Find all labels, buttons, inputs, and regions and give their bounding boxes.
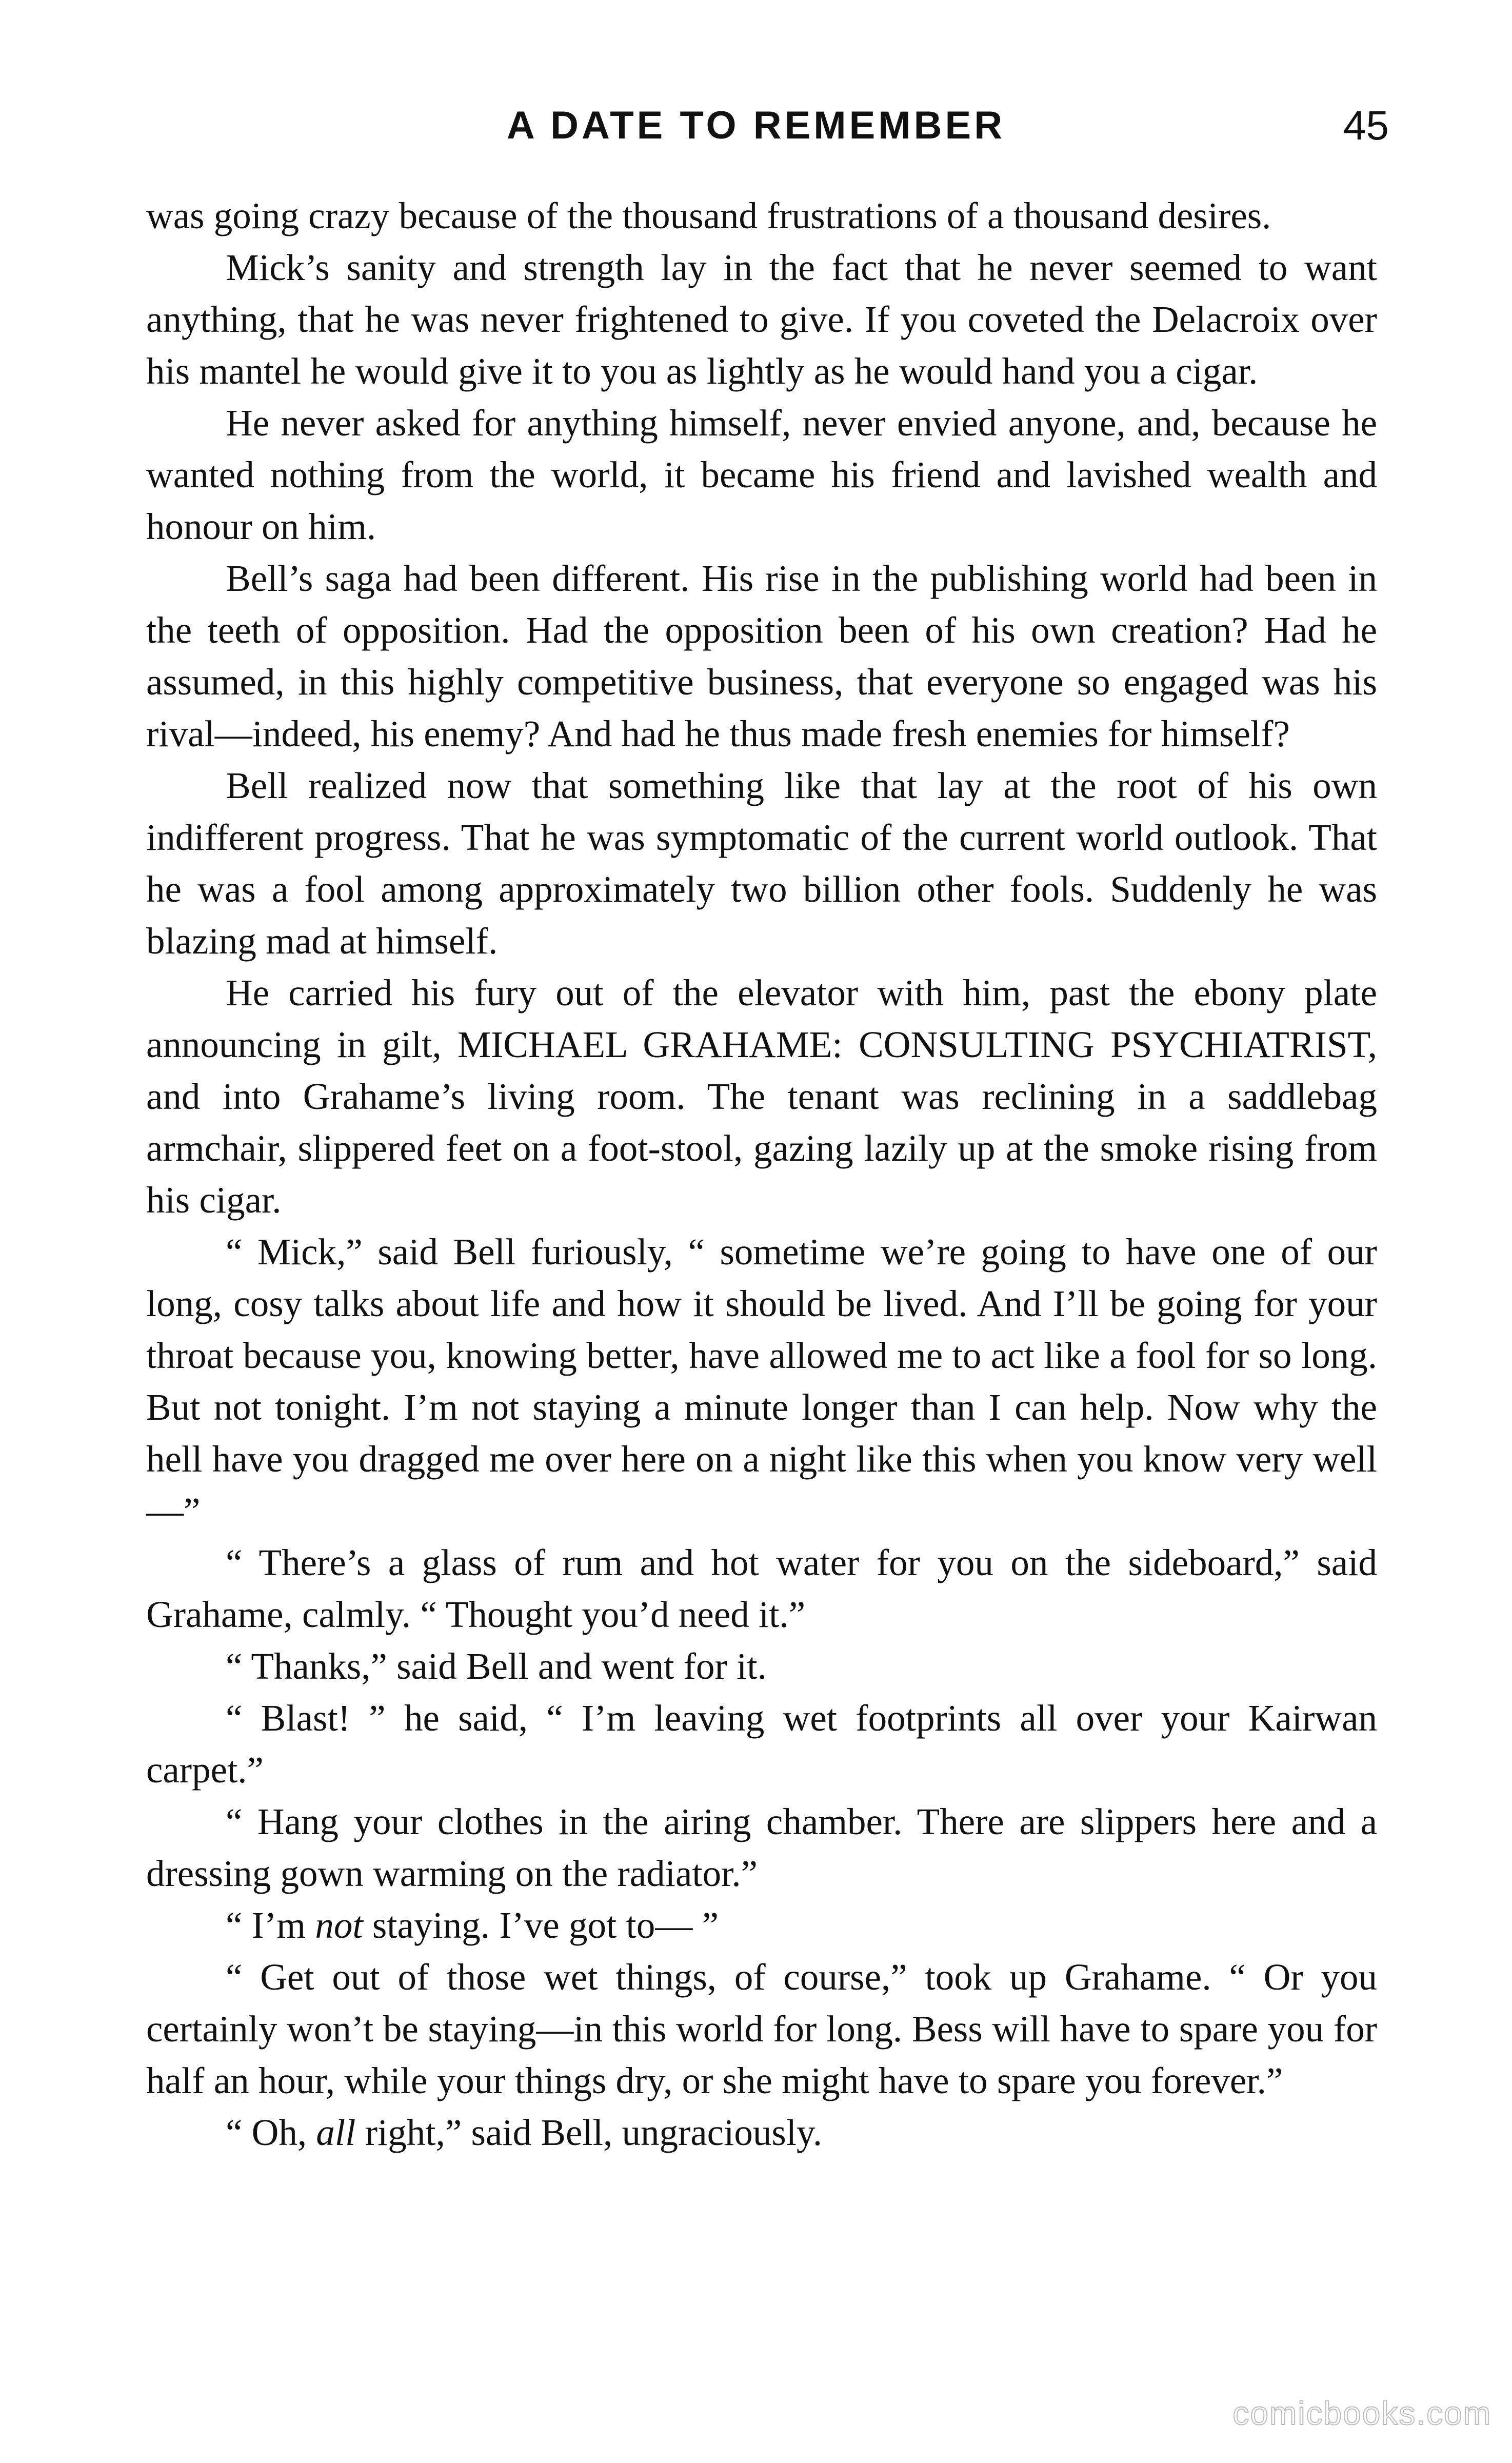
body-text — [146, 190, 1377, 2158]
paragraph: was going crazy because of the thousand frustrations of a thousand desires. — [146, 195, 1271, 236]
paragraph: Bell’s saga had been different. His rise in the publishing world had been in the teeth of opposition. Had the opposition been of his own creation? Had he assumed, in this highly competitive business, that everyone so engaged was his rival—indeed, his enemy? And had he thus made fresh enemies for himself? — [146, 558, 1377, 754]
paragraph: “ Hang your clothes in the airing chamber. There are slippers here and a dressing gown warming on the radiator.” — [146, 1801, 1377, 1894]
paragraph: Mick’s sanity and strength lay in the fact that he never seemed to want anything, that he was never frightened to give. If you coveted the Delacroix over his mantel he would give it to you as lightly as he would hand you a cigar. — [146, 247, 1377, 392]
paragraph: “ Get out of those wet things, of course,” took up Grahame. “ Or you certainly won’t be staying—in this world for long. Bess will have to spare you for half an hour, while your things dry, or she might have to spare you forever.” — [146, 1956, 1377, 2101]
paragraph: He carried his fury out of the elevator with him, past the ebony plate announcing in gilt, MICHAEL GRAHAME: CONSULTING PSYCHIATRIST, and into Grahame’s living room. The tenant was reclining in a saddlebag armchair, slippered feet on a foot-stool, gazing lazily up at the smoke rising from his cigar. — [146, 972, 1377, 1221]
text-run: right,” said Bell, ungraciously. — [355, 2112, 823, 2153]
running-title: A DATE TO REMEMBER — [506, 104, 1006, 147]
emphasis: not — [315, 1904, 363, 1946]
text-run: staying. I’ve got to— ” — [363, 1904, 719, 1946]
paragraph: He never asked for anything himself, never envied anyone, and, because he wanted nothing from the world, it became his friend and lavished wealth and honour on him. — [146, 402, 1377, 547]
paragraph: “ Blast! ” he said, “ I’m leaving wet footprints all over your Kairwan carpet.” — [146, 1697, 1377, 1791]
watermark: comicbooks.com — [1232, 2395, 1491, 2432]
paragraph — [146, 1899, 1377, 1951]
paragraph: “ There’s a glass of rum and hot water for you on the sideboard,” said Grahame, calmly. “ Thought you’d need it.” — [146, 1542, 1377, 1635]
text-run: “ I’m — [226, 1904, 315, 1946]
page-number: 45 — [1343, 103, 1389, 148]
paragraph: “ Mick,” said Bell furiously, “ sometime we’re going to have one of our long, cosy talks about life and how it should be lived. And I’ll be going for your throat because you, knowing better, have allowed me to act like a fool for so long. But not tonight. I’m not staying a minute longer than I can help. Now why the hell have you dragged me over here on a night like this when you know very well—” — [146, 1231, 1377, 1532]
text-run: “ Oh, — [226, 2112, 316, 2153]
running-header — [0, 97, 1512, 154]
emphasis: all — [316, 2112, 356, 2153]
paragraph — [146, 2107, 1377, 2158]
paragraph: “ Thanks,” said Bell and went for it. — [226, 1645, 767, 1687]
paragraph: Bell realized now that something like that lay at the root of his own indifferent progress. That he was symptomatic of the current world outlook. That he was a fool among approximately two billion other fools. Suddenly he was blazing mad at himself. — [146, 765, 1377, 962]
